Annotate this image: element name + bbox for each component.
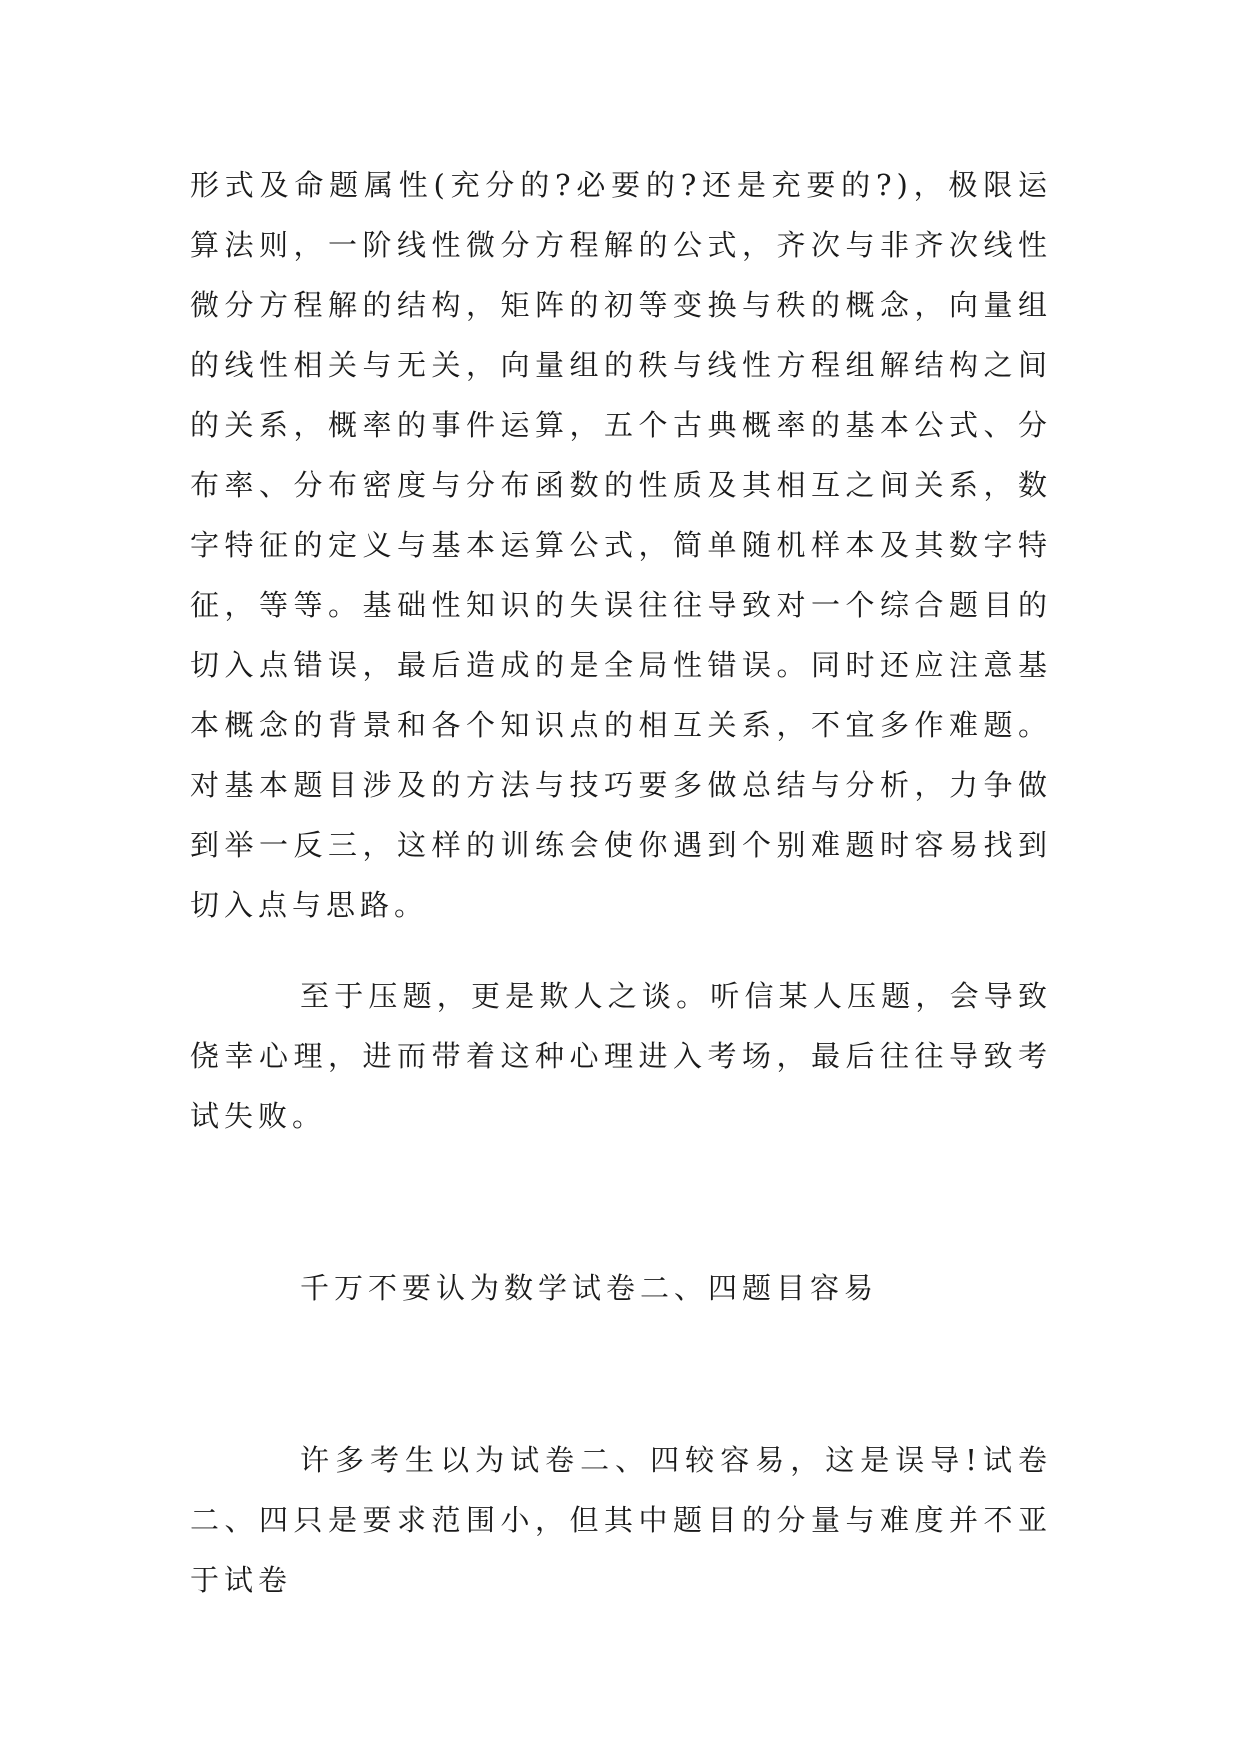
paragraph-paper-two-four: 许多考生以为试卷二、四较容易，这是误导!试卷二、四只是要求范围小，但其中题目的分量与难度并不亚于试卷 [190, 1443, 1052, 1597]
section-heading: 千万不要认为数学试卷二、四题目容易 [300, 1271, 879, 1305]
paragraph-exam-prediction: 至于压题，更是欺人之谈。听信某人压题，会导致侥幸心理，进而带着这种心理进入考场，最后往往导致考试失败。 [190, 979, 1052, 1133]
paragraph-knowledge-points: 形式及命题属性(充分的?必要的?还是充要的?)，极限运算法则，一阶线性微分方程解的公式，齐次与非齐次线性微分方程解的结构，矩阵的初等变换与秩的概念，向量组的线性相关与无关，向量组的秩与线性方程组解结构之间的关系，概率的事件运算，五个古典概率的基本公式、分布率、分布密度与分布函数的性质及其相互之间关系，数字特征的定义与基本运算公式，简单随机样本及其数字特征，等等。基础性知识的失误往往导致对一个综合题目的切入点错误，最后造成的是全局性错误。同时还应注意基本概念的背景和各个知识点的相互关系，不宜多作难题。对基本题目涉及的方法与技巧要多做总结与分析，力争做到举一反三，这样的训练会使你遇到个别难题时容易找到切入点与思路。 [190, 168, 1052, 922]
